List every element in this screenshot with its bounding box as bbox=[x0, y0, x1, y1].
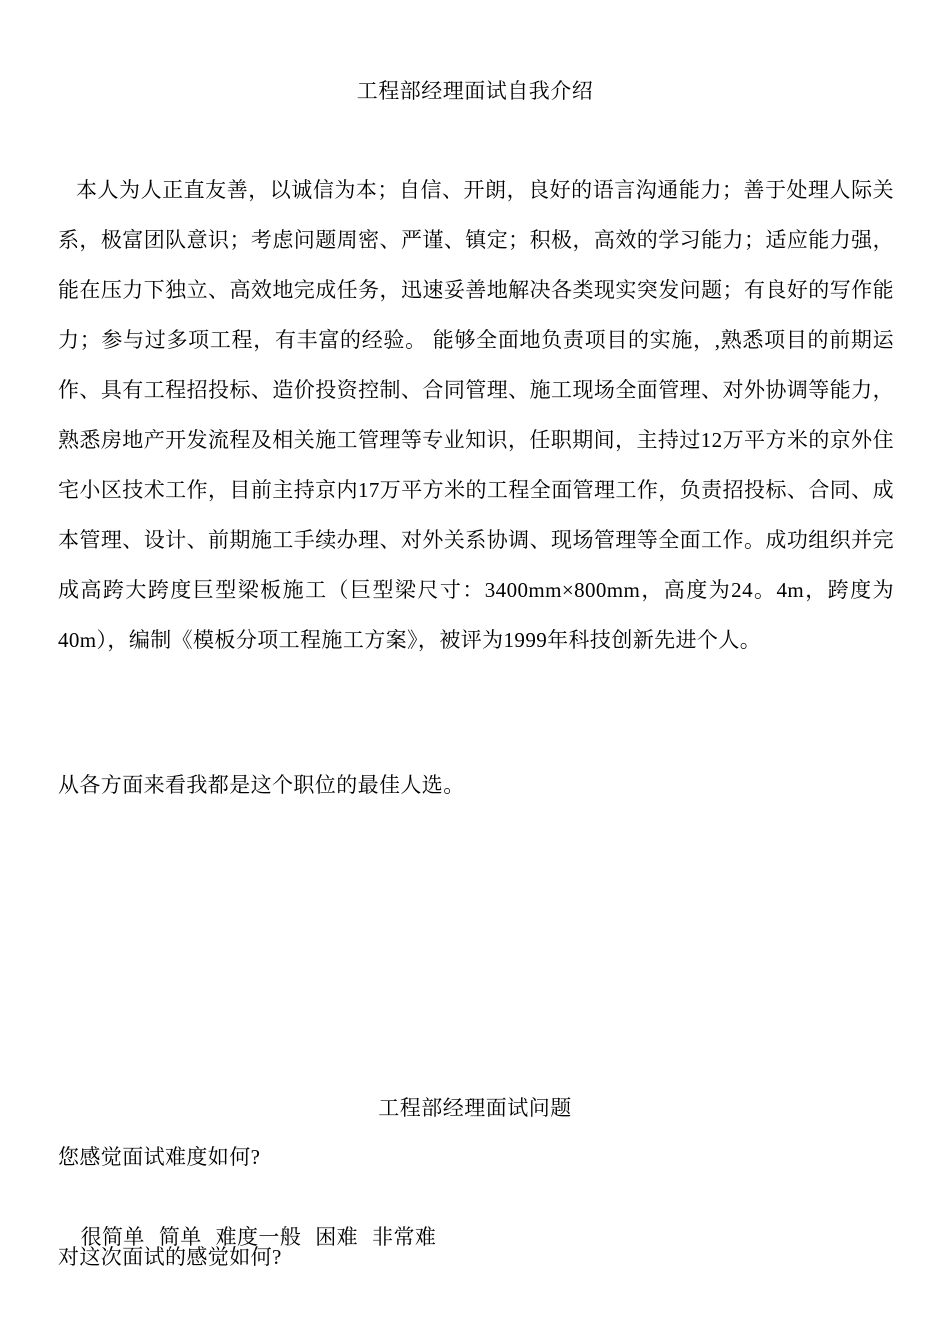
question-2: 对这次面试的感觉如何? bbox=[58, 1245, 282, 1269]
option-easy: 简单 bbox=[158, 1225, 202, 1249]
option-average: 难度一般 bbox=[215, 1225, 302, 1249]
intro-paragraph: 本人为人正直友善，以诚信为本；自信、开朗，良好的语言沟通能力；善于处理人际关系，极富团队意识；考虑问题周密、严谨、镇定；积极，高效的学习能力；适应能力强，能在压力下独立、高效地完成任务，迅速妥善地解决各类现实突发问题；有良好的写作能力；参与过多项工程，有丰富的经验。 能够全面地负责项目的实施，,熟悉项目的前期运作、具有工程招投标、造价投资控制、合同管理、施工现场全面管理、对外协调等能力，熟悉房地产开发流程及相关施工管理等专业知识，任职期间，主持过12万平方米的京外住宅小区技术工作，目前主持京内17万平方米的工程全面管理工作，负责招投标、合同、成本管理、设计、前期施工手续办理、对外关系协调、现场管理等全面工作。成功组织并完成高跨大跨度巨型梁板施工（巨型梁尺寸：3400mm×800mm，高度为24。4m，跨度为40m），编制《模板分项工程施工方案》，被评为1999年科技创新先进个人。 bbox=[58, 178, 894, 652]
question-1: 您感觉面试难度如何? bbox=[58, 1145, 261, 1169]
option-difficult: 困难 bbox=[315, 1225, 359, 1249]
option-very-difficult: 非常难 bbox=[372, 1225, 437, 1249]
intro-title: 工程部经理面试自我介绍 bbox=[356, 79, 594, 103]
closing-line: 从各方面来看我都是这个职位的最佳人选。 bbox=[58, 773, 465, 797]
questions-title: 工程部经理面试问题 bbox=[378, 1096, 572, 1120]
option-very-easy: 很简单 bbox=[80, 1225, 145, 1249]
